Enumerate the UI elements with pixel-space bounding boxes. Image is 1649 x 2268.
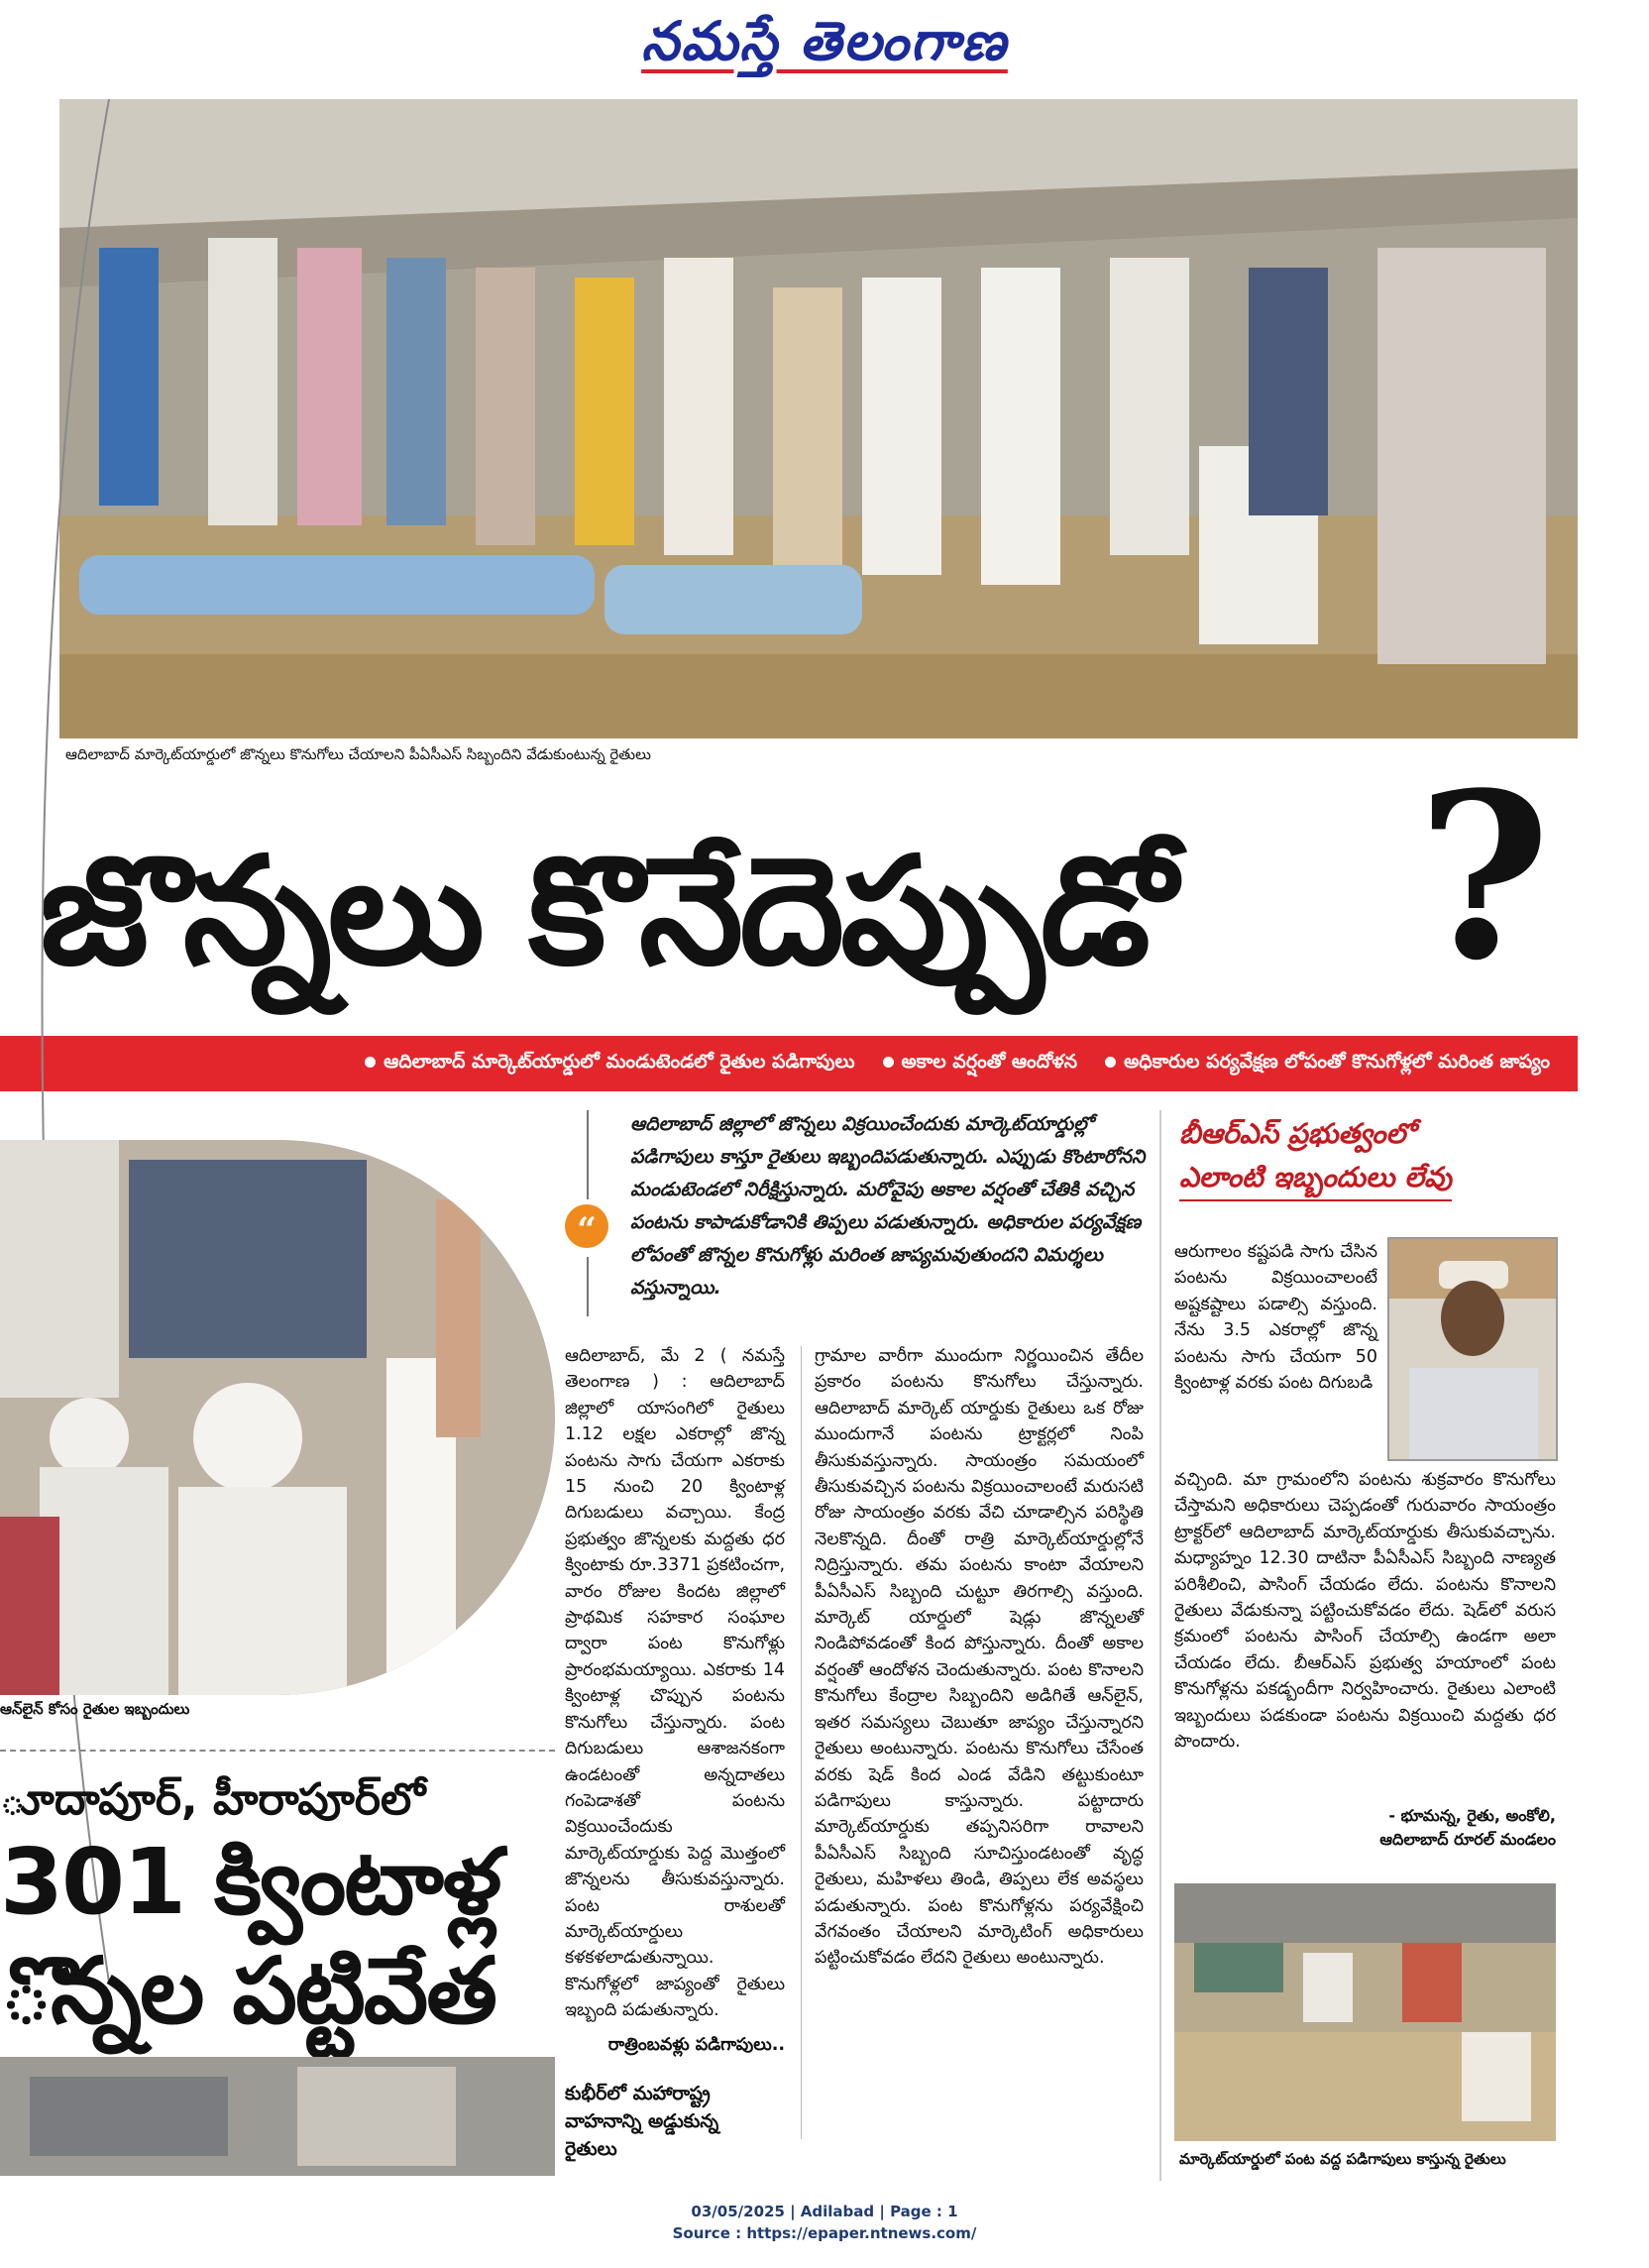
article-column-1	[565, 1343, 785, 2058]
quote-rule-top	[587, 1110, 589, 1199]
bottom-story-headline-2: ొన్నల పట్టివేత	[0, 1938, 495, 2044]
sidebar-heading-line1: బీఆర్‌ఎస్ ప్రభుత్వంలో	[1179, 1117, 1415, 1150]
headline-question-mark: ?	[1417, 743, 1551, 1011]
sidebar-photo-caption: మార్కెట్‌యార్డులో పంట వద్ద పడిగాపులు కాస్తున్న రైతులు	[1179, 2150, 1506, 2168]
article-col1-body: ఆదిలాబాద్, మే 2 ( నమస్తే తెలంగాణ ) : ఆదిలాబాద్ జిల్లాలో యాసంగిలో రైతులు 1.12 లక్షల ఎకరాల్లో జొన్న పంటను సాగు చేయగా ఎకరాకు 15 నుంచి 20 క్వింటాళ్ల దిగుబడులు వచ్చాయి. కేంద్ర ప్రభుత్వం జొన్నలకు మద్దతు ధర క్వింటాకు రూ.3371 ప్రకటించగా, వారం రోజుల కిందట జిల్లాలో ప్రాథమిక సహకార సంఘాల ద్వారా పంట కొనుగోళ్లు ప్రారంభమయ్యాయి. ఎకరాకు 14 క్వింటాళ్ల చొప్పున పంటను కొనుగోలు చేస్తున్నారు. పంట దిగుబడులు ఆశాజనకంగా ఉండటంతో అన్నదాతలు గంపెడాశతో పంటను విక్రయించేందుకు మార్కెట్‌యార్డుకు పెద్ద మొత్తంలో జొన్నలను తీసుకువస్తున్నారు. పంట రాశులతో మార్కెట్‌యార్డులు కళకళలాడుతున్నాయి. కొనుగోళ్లలో జాప్యంతో రైతులు ఇబ్బంది పడుతున్నారు.	[565, 1346, 786, 2021]
sidebar-body-rest: వచ్చింది. మా గ్రామంలోని పంటను శుక్రవారం కొనుగోలు చేస్తామని అధికారులు చెప్పడంతో గురువారం సాయంత్రం ట్రాక్టర్‌లో ఆదిలాబాద్ మార్కెట్‌యార్డుకు తీసుకువచ్చాను. మధ్యాహ్నం 12.30 దాటినా పీఏసీఎస్ సిబ్బంది నాణ్యత పరిశీలించి, పాసింగ్ చేయడం లేదు. పంటను కొనాలని రైతులు వేడుకున్నా పట్టించుకోవడం లేదు. షెడ్‌లో వరుస క్రమంలో పంటను పాసింగ్ చేయాల్సి ఉండగా అలా చేయడం లేదు. బీఆర్‌ఎస్ ప్రభుత్వ హయాంలో పంట కొనుగోళ్లను పకడ్బందీగా నిర్వహించారు. రైతులు ఎలాంటి ఇబ్బందులు పడకుండా పంటను విక్రయించి మద్దతు ధర పొందారు.	[1174, 1470, 1556, 1753]
pull-quote: ఆదిలాబాద్ జిల్లాలో జొన్నలు విక్రయించేందుకు మార్కెట్‌యార్డుల్లో పడిగాపులు కాస్తూ రైతులు ఇబ్బందిపడుతున్నారు. ఎప్పుడు కొంటారోనని మండుటెండలో నిరీక్షిస్తున్నారు. మరోవైపు అకాల వర్షంతో చేతికి వచ్చిన పంటను కాపాడుకోడానికి తిప్పలు పడుతున్నారు. అధికారుల పర్యవేక్షణ లోపంతో జొన్నల కొనుగోళ్లు మరింత జాప్యమవుతుందని విమర్శలు వస్తున్నాయి.	[630, 1113, 1146, 1299]
subheads-band	[0, 1036, 1578, 1091]
masthead	[0, 0, 1649, 94]
bottom-story-rule	[0, 1750, 555, 1753]
article-col1-subhead: రాత్రింబవళ్లు పడిగాపులు..	[607, 2034, 785, 2055]
main-photo-image	[59, 99, 1578, 738]
article-column-2	[815, 1343, 1144, 1972]
main-photo-caption: ఆదిలాబాద్ మార్కెట్‌యార్డులో జొన్నలు కొనుగోలు చేయాలని పీఏసీఎస్ సిబ్బందిని వేడుకుంటున్న రైతులు	[65, 745, 651, 763]
masthead-title: నమస్తే తెలంగాణ	[641, 8, 1008, 72]
article-col2-body: గ్రామాల వారీగా ముందుగా నిర్ణయించిన తేదీల ప్రకారం పంటను కొనుగోలు చేస్తున్నారు. ఆదిలాబాద్ మార్కెట్ యార్డుకు రైతులు ఒక రోజు ముందుగానే పంటను ట్రాక్టర్లలో నింపి తీసుకువస్తున్నారు. సాయంత్రం సమయంలో తీసుకువచ్చిన పంటను విక్రయించాలంటే మరుసటి రోజు సాయంత్రం వరకు వేచి చూడాల్సిన పరిస్థితి నెలకొన్నది. దీంతో రాత్రి మార్కెట్‌యార్డుల్లోనే నిద్రిస్తున్నారు. తమ పంటను కాంటా వేయాలని పీఏసీఎస్ సిబ్బంది చుట్టూ తిరగాల్సి వస్తుంది. మార్కెట్ యార్డులో షెడ్లు జొన్నలతో నిండిపోవడంతో కింద పోస్తున్నారు. దీంతో అకాల వర్షంతో ఆందోళన చెందుతున్నారు. పంట కొనాలని కొనుగోలు కేంద్రాల సిబ్బందిని అడిగితే ఆన్‌లైన్, ఇతర సమస్యలు చెబుతూ జాప్యం చేస్తున్నారని రైతులు అంటున్నారు. పంటను కొనుగోలు చేసేంత వరకు షెడ్ కింద ఎండ వేడిని తట్టుకుంటూ పడిగాపులు కాస్తున్నారు. పట్టాదారు మార్కెట్‌యార్డుకు తప్పనిసరిగా రావాలని పీఏసీఎస్ సిబ్బంది సూచిస్తుండటంతో వృద్ధ రైతులు, మహిళలు తిండి, తిప్పలు లేక అవస్థలు పడుతున్నారు. పంట కొనుగోళ్లను పర్యవేక్షించి వేగవంతం చేయాలని మార్కెటింగ్ అధికారులు పట్టించుకోవడం లేదని రైతులు అంటున్నారు.	[815, 1346, 1144, 1969]
column-divider	[801, 1346, 802, 2139]
bottom-story-kicker: ూదాపూర్, హీరాపూర్‌లో	[0, 1774, 426, 1825]
headline: జొన్నలు కొనేదెప్పుడో	[40, 826, 1173, 998]
farmer-portrait	[1387, 1237, 1558, 1461]
main-photo	[59, 99, 1578, 738]
bottom-story-photo-image	[0, 2057, 555, 2176]
inset-photo-caption: ఆన్‌లైన్ కోసం రైతుల ఇబ్బందులు	[0, 1700, 190, 1718]
sidebar-body-top: ఆరుగాలం కష్టపడి సాగు చేసిన పంటను విక్రయించాలంటే అష్టకష్టాలు పడాల్సి వస్తుంది. నేను 3.5 ఎకరాల్లో జొన్న పంటను సాగు చేయగా 50 క్వింటాళ్ల వరకు పంట దిగుబడి	[1174, 1242, 1377, 1394]
quote-icon: “	[565, 1204, 608, 1248]
bottom-story-caption: కుభీర్‌లో మహారాష్ట్ర వాహనాన్ని అడ్డుకున్న రైతులు	[565, 2083, 719, 2160]
sidebar-heading-line2: ఎలాంటి ఇబ్బందులు లేవు	[1179, 1156, 1452, 1201]
sidebar-byline	[1174, 1804, 1556, 1852]
sidebar-heading	[1179, 1112, 1566, 1201]
inset-photo	[0, 1140, 555, 1695]
subhead-item: అకాల వర్షంతో ఆందోళన	[883, 1051, 1078, 1077]
subhead-item: ఆదిలాబాద్ మార్కెట్‌యార్డులో మండుటెండలో రైతుల పడిగాపులు	[365, 1051, 854, 1077]
quote-rule-bottom	[587, 1257, 589, 1316]
bottom-story-photo	[0, 2057, 555, 2176]
inset-photo-image	[0, 1140, 555, 1695]
sidebar-byline-place: ఆదిలాబాద్ రూరల్ మండలం	[1379, 1830, 1556, 1849]
page-footer	[0, 2201, 1649, 2244]
footer-source[interactable]: Source : https://epaper.ntnews.com/	[672, 2224, 977, 2242]
footer-date-edition: 03/05/2025 | Adilabad | Page : 1	[691, 2203, 958, 2220]
bottom-story-headline-1: 301 క్వింటాళ్ల	[0, 1829, 500, 1935]
sidebar-photo-image	[1174, 1883, 1556, 2141]
subhead-item: అధికారుల పర్యవేక్షణ లోపంతో కొనుగోళ్లలో మరింత జాప్యం	[1105, 1051, 1550, 1077]
sidebar-byline-name: - భూమన్న, రైతు, అంకోలి,	[1388, 1806, 1556, 1825]
sidebar-photo	[1174, 1883, 1556, 2141]
farmer-portrait-image	[1389, 1239, 1556, 1459]
